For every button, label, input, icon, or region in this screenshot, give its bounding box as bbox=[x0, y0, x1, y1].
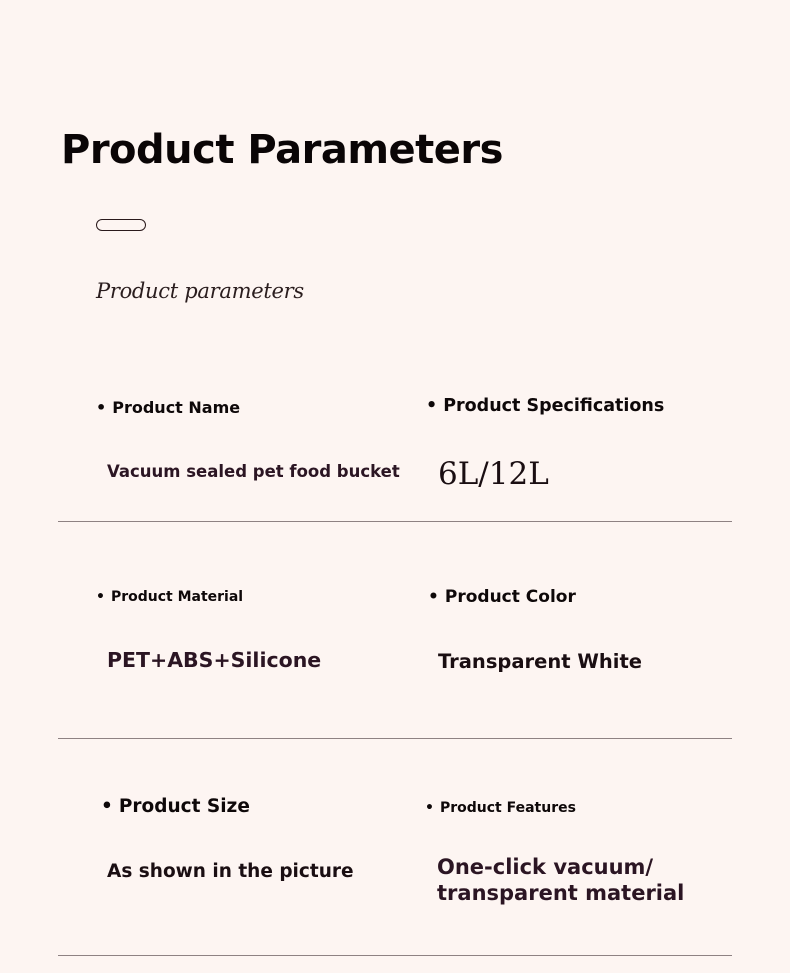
param-label-color: • Product Color bbox=[428, 587, 576, 607]
param-value-features bbox=[437, 854, 684, 906]
param-value-features-line1: One-click vacuum/ bbox=[437, 855, 654, 879]
param-label-name: • Product Name bbox=[96, 398, 241, 417]
divider bbox=[58, 738, 732, 739]
param-value-features-line2: transparent material bbox=[437, 881, 685, 905]
decorative-pill bbox=[96, 219, 146, 231]
param-value-color: Transparent White bbox=[438, 650, 642, 673]
bullet-icon: • bbox=[426, 396, 438, 416]
bullet-icon: • bbox=[425, 800, 434, 816]
param-label-material: • Product Material bbox=[96, 589, 244, 605]
bullet-icon: • bbox=[96, 589, 105, 605]
param-value-specifications: 6L/12L bbox=[438, 456, 549, 492]
bullet-icon: • bbox=[96, 398, 107, 417]
param-value-name: Vacuum sealed pet food bucket bbox=[107, 462, 400, 481]
bullet-icon: • bbox=[101, 796, 113, 817]
param-label-size: • Product Size bbox=[101, 796, 250, 817]
bullet-icon: • bbox=[428, 587, 439, 607]
divider bbox=[58, 521, 732, 522]
page-title: Product Parameters bbox=[61, 127, 503, 173]
param-label-features: • Product Features bbox=[425, 800, 576, 816]
page-subtitle: Product parameters bbox=[96, 279, 304, 303]
param-label-specifications: • Product Specifications bbox=[426, 396, 665, 416]
divider bbox=[58, 955, 732, 956]
param-value-size: As shown in the picture bbox=[107, 861, 354, 882]
param-value-material: PET+ABS+Silicone bbox=[107, 648, 322, 672]
